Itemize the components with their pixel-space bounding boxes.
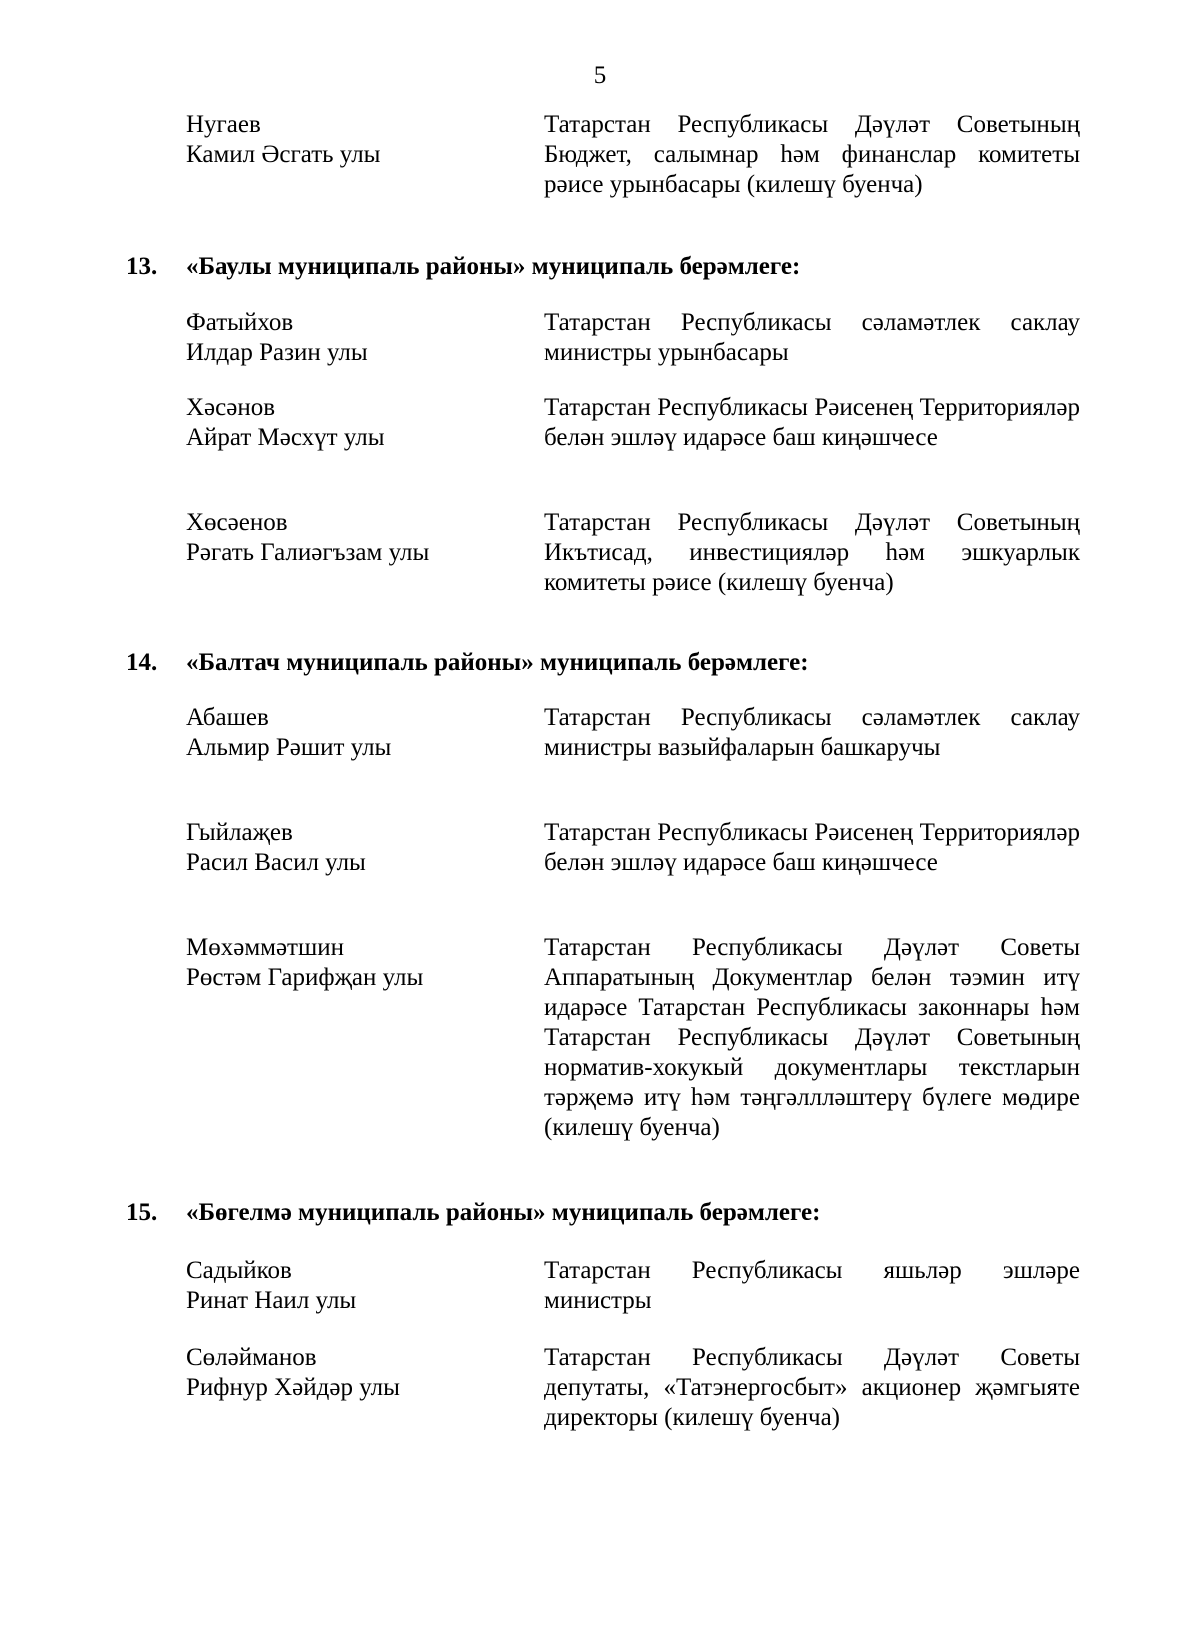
member-name xyxy=(186,1256,516,1316)
member-surname: Сөләйманов xyxy=(186,1344,317,1371)
member-given-name: Рифнур Хәйдәр улы xyxy=(186,1374,400,1401)
member-name xyxy=(186,308,516,368)
member-surname: Фатыйхов xyxy=(186,309,294,336)
member-name xyxy=(186,933,516,993)
member-given-name: Илдар Разин улы xyxy=(186,339,368,366)
section-heading xyxy=(126,252,1086,282)
member-surname: Абашев xyxy=(186,704,269,731)
member-surname: Гыйлаҗев xyxy=(186,819,293,846)
member-given-name: Рөстәм Гарифҗан улы xyxy=(186,964,424,991)
section-title: «Бөгелмә муниципаль районы» муниципаль берәмлеге: xyxy=(186,1199,821,1226)
member-position: Татарстан Республикасы Рәисенең Территорияләр белән эшләү идарәсе баш киңәшчесе xyxy=(544,394,1080,451)
member-position: Татарстан Республикасы Дәүләт Советының Икътисад, инвестицияләр һәм эшкуарлык комитеты рәисе (килешү буенча) xyxy=(544,509,1080,596)
member-given-name: Айрат Мәсхүт улы xyxy=(186,424,385,451)
member-surname: Нугаев xyxy=(186,111,261,138)
member-given-name: Рәгать Галиәгъзам улы xyxy=(186,539,430,566)
member-given-name: Камил Әсгать улы xyxy=(186,141,381,168)
section-number: 14. xyxy=(126,649,158,676)
member-surname: Хәсәнов xyxy=(186,394,276,421)
member-position: Татарстан Республикасы сәламәтлек саклау министры вазыйфаларын башкаручы xyxy=(544,704,1080,761)
section-title: «Балтач муниципаль районы» муниципаль берәмлеге: xyxy=(186,649,809,676)
member-name xyxy=(186,703,516,763)
member-position: Татарстан Республикасы Дәүләт Советы Аппаратының Документлар белән тәэмин итү идарәсе Татарстан Республикасы законнары һәм Татарстан Республикасы Дәүләт Советының норматив-хокукый документлары текстларын тәрҗемә итү һәм тәңгәллләштерү бүлеге мөдире (килешү буенча) xyxy=(544,934,1080,1141)
member-name xyxy=(186,1343,516,1403)
section-heading xyxy=(126,648,1086,678)
member-position: Татарстан Республикасы Дәүләт Советы депутаты, «Татэнергосбыт» акционер җәмгыяте директоры (килешү буенча) xyxy=(544,1344,1080,1431)
member-surname: Хөсәенов xyxy=(186,509,288,536)
member-position: Татарстан Республикасы Дәүләт Советының Бюджет, салымнар һәм финанслар комитеты рәисе урынбасары (килешү буенча) xyxy=(544,111,1080,198)
member-name xyxy=(186,818,516,878)
page-number: 5 xyxy=(593,62,607,89)
member-position: Татарстан Республикасы сәламәтлек саклау министры урынбасары xyxy=(544,309,1080,366)
member-given-name: Альмир Рәшит улы xyxy=(186,734,392,761)
member-name xyxy=(186,508,516,568)
member-position: Татарстан Республикасы яшьләр эшләре министры xyxy=(544,1257,1080,1314)
section-number: 15. xyxy=(126,1199,158,1226)
member-name xyxy=(186,393,516,453)
member-position: Татарстан Республикасы Рәисенең Территорияләр белән эшләү идарәсе баш киңәшчесе xyxy=(544,819,1080,876)
section-title: «Баулы муниципаль районы» муниципаль берәмлеге: xyxy=(186,253,801,280)
member-given-name: Расил Васил улы xyxy=(186,849,366,876)
member-name xyxy=(186,110,516,170)
member-given-name: Ринат Наил улы xyxy=(186,1287,357,1314)
section-number: 13. xyxy=(126,253,158,280)
member-surname: Мөхәммәтшин xyxy=(186,934,344,961)
member-surname: Садыйков xyxy=(186,1257,292,1284)
section-heading xyxy=(126,1198,1086,1228)
